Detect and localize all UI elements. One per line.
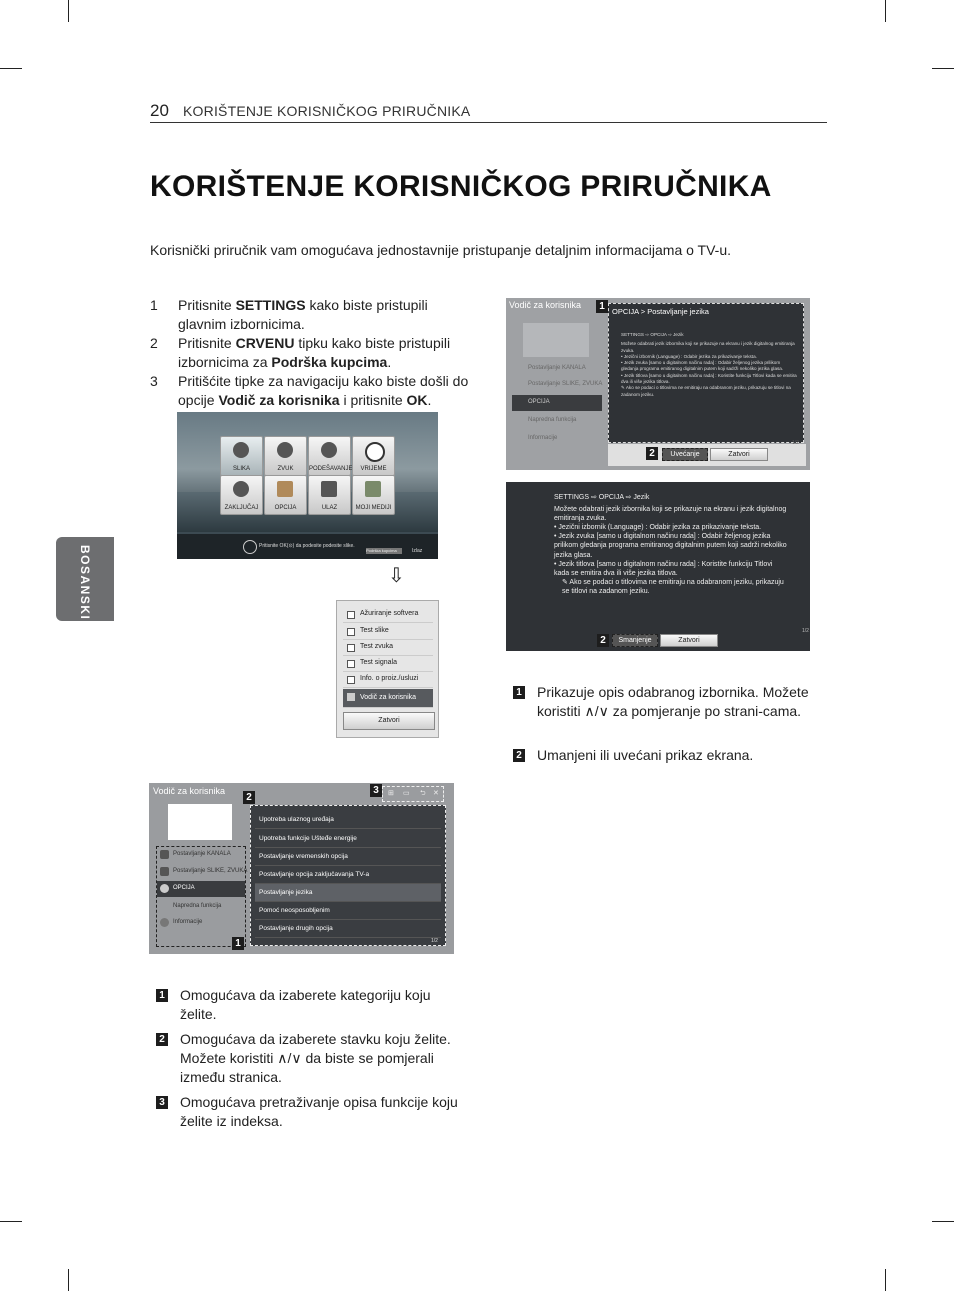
guide-item[interactable]: Upotreba funkcije Ušteđe energije xyxy=(255,830,441,848)
briefcase-icon xyxy=(277,481,293,497)
gear-icon xyxy=(160,884,169,893)
category-info[interactable]: Informacije xyxy=(157,915,245,931)
close-button[interactable]: Zatvori xyxy=(710,448,768,461)
rs1-page-indicator: 1/2 xyxy=(792,440,799,446)
lock-icon xyxy=(233,481,249,497)
arrow-down-icon: ⇩ xyxy=(388,565,405,587)
tile-zvuk[interactable]: ZVUK xyxy=(264,436,307,476)
support-button[interactable]: Podrška kupcima xyxy=(366,548,402,554)
rs2-page-indicator: 1/2 xyxy=(802,628,809,634)
guide-title: Vodič za korisnika xyxy=(153,786,226,796)
badge-3: 3 xyxy=(370,784,382,797)
guide-item[interactable]: Upotreba ulaznog uređaja xyxy=(255,811,441,829)
media-icon xyxy=(365,481,381,497)
language-side-tab xyxy=(56,537,114,621)
category-advanced[interactable]: Napredna funkcija xyxy=(157,899,245,915)
support-item-signal-test[interactable]: Test signala xyxy=(343,656,433,672)
badge-1: 1 xyxy=(232,937,244,950)
support-item-sound-test[interactable]: Test zvuka xyxy=(343,640,433,656)
tv-hint: Pritisnite OK(⊙) da podesite podesite slike. xyxy=(259,543,355,549)
step-1: 1 Pritisnite SETTINGS kako biste pristupili glavnim izbornicima. xyxy=(150,297,428,332)
intro-paragraph: Korisnički priručnik vam omogućava jednostavnije pristupanje detaljnim informacijama o TV-u. xyxy=(150,242,732,258)
tile-podesavanje[interactable]: PODEŠAVANJE xyxy=(308,436,351,476)
back-icon[interactable]: ⮌ xyxy=(420,790,426,797)
page-title: KORIŠTENJE KORISNIČKOG PRIRUČNIKA xyxy=(150,170,772,203)
category-picture-sound[interactable]: Postavljanje SLIKE, ZVUKA xyxy=(528,381,603,387)
rs1-panel-header: OPCIJA > Postavljanje jezika xyxy=(612,307,709,316)
support-item-software-update[interactable]: Ažuriranje softvera xyxy=(343,607,433,623)
badge-2: 2 xyxy=(646,447,658,460)
guide-toolbar xyxy=(382,786,444,802)
step-3: 3 Pritišćite tipke za navigaciju kako biste došli do opcije Vodič za korisnika i pritisnite OK. xyxy=(150,373,469,408)
advanced-icon xyxy=(160,902,169,911)
step-2: 2 Pritisnite CRVENU tipku kako biste pristupili izbornicima za Podrška kupcima. xyxy=(150,335,451,370)
guide-item-list xyxy=(250,805,446,946)
picture-icon xyxy=(233,442,249,458)
description-screenshot xyxy=(506,298,810,470)
exit-button[interactable]: Izlaz xyxy=(412,548,423,554)
page-number: 20 xyxy=(150,101,169,120)
satellite-icon xyxy=(321,442,337,458)
user-guide-screenshot xyxy=(149,783,454,954)
category-channels[interactable]: Postavljanje KANALA xyxy=(157,847,245,863)
info-icon xyxy=(160,918,169,927)
close-icon[interactable]: ✕ xyxy=(433,790,439,797)
speaker-icon xyxy=(277,442,293,458)
guide-item[interactable]: Postavljanje opcija zaključavanja TV-a xyxy=(255,866,441,884)
rs2-body: SETTINGS ⇨ OPCIJA ⇨ Jezik Možete odabrati jezik izbornika koji se prikazuje na ekranu i jezik digitalnog emitiranja zvuka. • Jezični izbornik (Language) : Odabir jezika za prikazivanje teksta. • Jezik zvuka [samo u digitalnom načinu rada] : Odabir željenog jezika prilikom gledanja programa emitiranog digitalnim putem koji sadrži nekoliko jezika glasa. • Jezik titlova [samo u digitalnom načinu rada] : Koristite funkciju Titlovi kada se emitira dva ili više jezika titlova. ✎ Ako se podaci o titlovima ne emitiraju na odabranom jeziku, prikazuju se titlovi na zadanom jeziku. xyxy=(554,494,787,595)
steps-list xyxy=(150,296,470,410)
category-picture-sound[interactable]: Postavljanje SLIKE, ZVUKA xyxy=(157,864,245,880)
guide-item[interactable]: Postavljanje vremenskih opcija xyxy=(255,848,441,866)
ok-button-icon xyxy=(243,540,257,554)
support-item-picture-test[interactable]: Test slike xyxy=(343,624,433,640)
tile-zakljucaj[interactable]: ZAKLJUČAJ xyxy=(220,475,263,515)
side-tab-label: BOSANSKI xyxy=(78,545,92,621)
tile-vrijeme[interactable]: VRIJEME xyxy=(352,436,395,476)
rs1-description-panel xyxy=(608,303,804,443)
cable-icon xyxy=(321,481,337,497)
close-button[interactable]: Zatvori xyxy=(660,634,718,647)
badge-2: 2 xyxy=(597,634,609,647)
guide-item-selected[interactable]: Postavljanje jezika xyxy=(255,884,441,902)
guide-item[interactable]: Postavljanje drugih opcija xyxy=(255,920,441,938)
category-option[interactable]: OPCIJA xyxy=(157,881,245,897)
zoom-in-button[interactable]: Uvećanje xyxy=(662,448,708,461)
running-header: KORIŠTENJE KORISNIČKOG PRIRUČNIKA xyxy=(183,103,471,119)
category-advanced[interactable]: Napredna funkcija xyxy=(528,417,577,423)
tile-slika[interactable]: SLIKA xyxy=(220,436,263,476)
guide-item[interactable]: Pomoć neosposobljenim xyxy=(255,902,441,920)
category-channels[interactable]: Postavljanje KANALA xyxy=(528,365,586,371)
category-info[interactable]: Informacije xyxy=(528,435,558,441)
support-close-button[interactable]: Zatvori xyxy=(343,712,435,730)
index-icon[interactable]: ⊞ xyxy=(388,790,394,797)
picture-icon xyxy=(160,867,169,876)
folder-icon[interactable]: ▭ xyxy=(403,790,410,797)
rs1-panel-body: SETTINGS ⇨ OPCIJA ⇨ Jezik Možete odabrati jezik izbornika koji se prikazuje na ekranu i jezik digitalnog emitiranja zvuka. • Jezični izbornik (Language) : Odabir jezika za prikazivanje teksta. • Jezik zvuka [samo u digitalnom načinu rada] : Odabir željenog jezika prilikom gledanja programa emitiranog digitalnim putem koji sadrži nekoliko jezika glasa. • Jezik titlova [samo u digitalnom načinu rada] : Koristite funkciju Titlovi kada se emitira dva ili više jezika titlova. ✎ Ako se podaci o titlovima ne emitiraju na odabranom jeziku, prikazuju se titlovi na zadanom jeziku. xyxy=(621,332,797,397)
rs1-title: Vodič za korisnika xyxy=(509,300,582,310)
badge-2: 2 xyxy=(243,791,255,804)
category-option[interactable]: OPCIJA xyxy=(512,395,602,411)
zoomed-description-screenshot xyxy=(506,482,810,651)
guide-page-indicator: 1/2 xyxy=(431,938,438,944)
guide-preview xyxy=(168,804,232,840)
antenna-icon xyxy=(160,850,169,859)
tile-ulaz[interactable]: ULAZ xyxy=(308,475,351,515)
support-item-user-guide[interactable]: Vodič za korisnika xyxy=(343,689,433,708)
support-item-product-info[interactable]: Info. o proiz./usluzi xyxy=(343,672,433,688)
tv-main-menu-screenshot xyxy=(177,412,438,559)
guide-category-list xyxy=(156,846,246,947)
support-menu xyxy=(336,600,439,738)
header-rule xyxy=(150,122,827,123)
rs1-preview xyxy=(523,323,589,357)
badge-1: 1 xyxy=(596,300,608,313)
zoom-out-button[interactable]: Smanjenje xyxy=(612,634,658,647)
rs1-button-bar xyxy=(608,440,806,466)
user-guide-icon xyxy=(347,693,355,701)
tile-moji-mediji[interactable]: MOJI MEDIJI xyxy=(352,475,395,515)
tile-opcija[interactable]: OPCIJA xyxy=(264,475,307,515)
clock-icon xyxy=(365,442,385,462)
